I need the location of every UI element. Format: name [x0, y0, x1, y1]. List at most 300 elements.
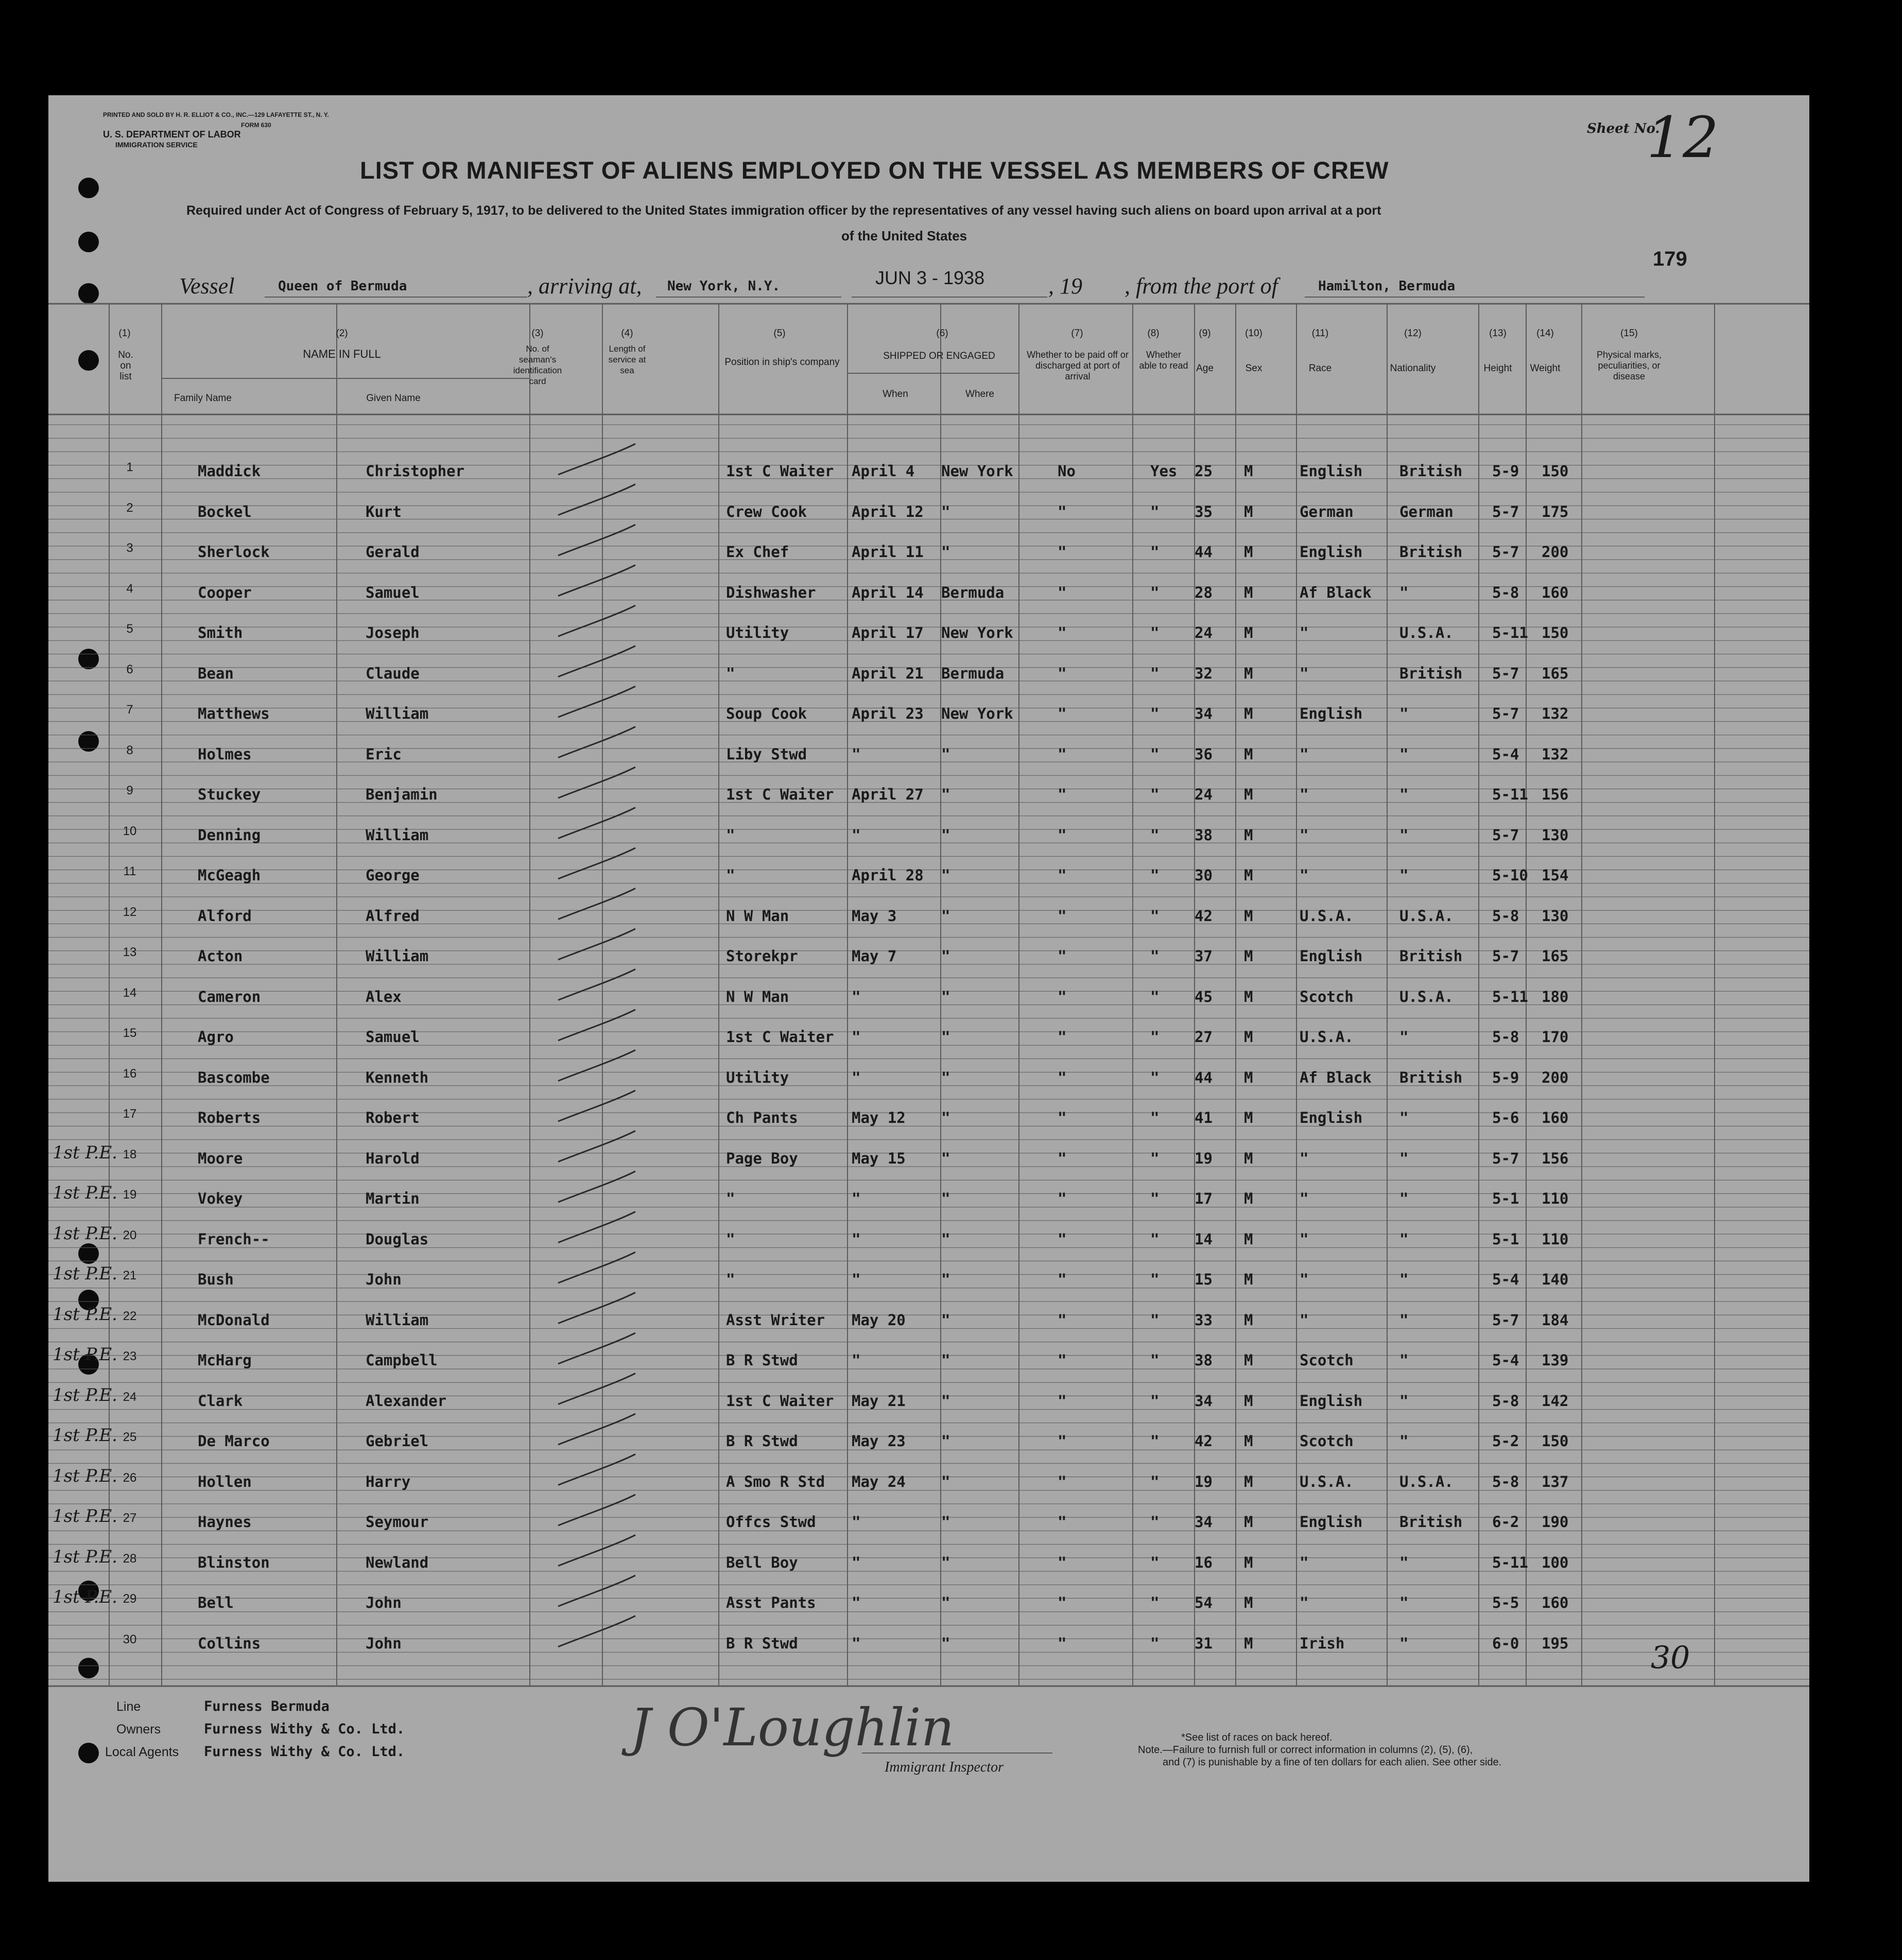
cell-where: " — [941, 1068, 950, 1086]
cell-when: " — [852, 1028, 861, 1046]
cell-where: " — [941, 1634, 950, 1652]
cell-age: 24 — [1195, 786, 1213, 803]
cell-family: Haynes — [198, 1513, 252, 1531]
cell-height: 6-2 — [1492, 1513, 1519, 1531]
col7-header: Whether to be paid off or discharged at port of arrival — [1027, 350, 1129, 381]
cell-family: Collins — [198, 1634, 261, 1652]
cell-read: " — [1150, 1028, 1160, 1046]
line-value: Furness Bermuda — [204, 1698, 330, 1714]
cell-nationality: " — [1399, 1311, 1409, 1329]
cell-height: 5-11 — [1492, 786, 1528, 803]
cell-family: Agro — [198, 1028, 234, 1046]
cell-family: Bush — [198, 1271, 234, 1288]
cell-family: Vokey — [198, 1190, 243, 1207]
cell-age: 32 — [1195, 664, 1213, 682]
cell-read: " — [1150, 705, 1160, 722]
inspector-signature: J O'Loughlin — [630, 1697, 955, 1758]
cell-nationality: " — [1399, 1553, 1409, 1571]
cell-position: B R Stwd — [726, 1634, 798, 1652]
cell-where: " — [941, 1149, 950, 1167]
cell-read: " — [1150, 502, 1160, 521]
cell-nationality: " — [1399, 745, 1409, 763]
cell-age: 54 — [1195, 1594, 1213, 1611]
cell-position: Offcs Stwd — [726, 1513, 816, 1531]
margin-annotation: 1st P.E. — [53, 1142, 117, 1163]
arriving-port: New York, N.Y. — [667, 279, 781, 294]
department-label: U. S. DEPARTMENT OF LABOR — [103, 129, 241, 140]
cell-when: May 23 — [852, 1432, 906, 1450]
cell-weight: 165 — [1542, 947, 1569, 965]
fine-note-1: Note.—Failure to furnish full or correct information in columns (2), (5), (6), — [1138, 1744, 1473, 1756]
row-number: 15 — [123, 1026, 137, 1040]
cell-where: " — [941, 1311, 950, 1329]
cell-when: May 24 — [852, 1472, 906, 1490]
cell-sex: M — [1244, 624, 1253, 641]
cell-age: 44 — [1195, 1068, 1213, 1086]
inspector-label: Immigrant Inspector — [885, 1759, 1004, 1775]
margin-annotation: 1st P.E. — [53, 1223, 117, 1244]
cell-nationality: " — [1399, 1351, 1409, 1369]
cell-given: Seymour — [366, 1513, 429, 1531]
cell-position: 1st C Waiter — [726, 1028, 834, 1046]
cell-position: 1st C Waiter — [726, 462, 834, 480]
cell-read: " — [1150, 1392, 1160, 1410]
row-number: 5 — [126, 622, 133, 636]
cell-position: 1st C Waiter — [726, 786, 834, 803]
cell-race: English — [1300, 1109, 1363, 1126]
cell-nationality: British — [1399, 1513, 1463, 1531]
cell-position: Ex Chef — [726, 543, 789, 561]
cell-height: 5-8 — [1492, 1028, 1519, 1046]
cell-paid: " — [1058, 705, 1067, 722]
cell-height: 6-0 — [1492, 1634, 1519, 1652]
cell-weight: 150 — [1542, 1432, 1569, 1450]
cell-family: Alford — [198, 907, 252, 925]
cell-family: De Marco — [198, 1432, 270, 1450]
cell-when: April 12 — [852, 502, 924, 521]
arrival-date-stamp: JUN 3 - 1938 — [875, 267, 985, 288]
cell-sex: M — [1244, 1149, 1253, 1167]
cell-position: Storekpr — [726, 947, 798, 965]
cell-height: 5-7 — [1492, 664, 1519, 682]
check-mark — [558, 1495, 635, 1525]
cell-given: Gerald — [366, 543, 420, 561]
year-label: , 19 — [1048, 273, 1082, 299]
cell-sex: M — [1244, 543, 1253, 561]
cell-where: " — [941, 1594, 950, 1611]
cell-race: " — [1300, 1553, 1309, 1571]
cell-height: 5-1 — [1492, 1230, 1519, 1248]
cell-nationality: " — [1399, 866, 1409, 884]
row-number: 20 — [123, 1228, 137, 1242]
cell-nationality: " — [1399, 826, 1409, 844]
cell-sex: M — [1244, 1432, 1253, 1450]
cell-when: April 23 — [852, 705, 924, 722]
col5-number: (5) — [773, 328, 786, 339]
cell-given: Kenneth — [366, 1068, 429, 1086]
cell-when: May 12 — [852, 1109, 906, 1126]
col9-header: Age — [1196, 363, 1214, 374]
cell-when: April 28 — [852, 866, 924, 884]
row-number: 8 — [126, 743, 133, 757]
cell-family: Sherlock — [198, 543, 270, 561]
cell-read: " — [1150, 583, 1160, 601]
cell-where: Bermuda — [941, 664, 1005, 682]
service-label: IMMIGRATION SERVICE — [115, 141, 198, 149]
cell-position: Utility — [726, 624, 789, 641]
cell-paid: " — [1058, 745, 1067, 763]
cell-nationality: " — [1399, 1392, 1409, 1410]
cell-weight: 156 — [1542, 786, 1569, 803]
cell-position: Page Boy — [726, 1149, 798, 1167]
row-number: 14 — [123, 985, 137, 1000]
cell-race: " — [1300, 1190, 1309, 1207]
row-number: 18 — [123, 1147, 137, 1161]
cell-given: William — [366, 705, 429, 722]
cell-where: " — [941, 1190, 950, 1207]
cell-height: 5-1 — [1492, 1190, 1519, 1207]
check-mark — [558, 1293, 635, 1324]
margin-annotation: 1st P.E. — [53, 1263, 117, 1284]
row-number: 21 — [123, 1269, 137, 1282]
cell-sex: M — [1244, 947, 1253, 965]
row-number: 29 — [123, 1592, 137, 1606]
col14-number: (14) — [1536, 328, 1554, 339]
cell-sex: M — [1244, 1472, 1253, 1490]
cell-height: 5-5 — [1492, 1594, 1519, 1611]
cell-where: " — [941, 1553, 950, 1571]
cell-where: " — [941, 1109, 950, 1126]
cell-height: 5-7 — [1492, 826, 1519, 844]
cell-family: Clark — [198, 1392, 243, 1410]
cell-age: 42 — [1195, 907, 1213, 925]
cell-height: 5-7 — [1492, 543, 1519, 561]
cell-paid: " — [1058, 1634, 1067, 1652]
check-mark — [558, 1010, 635, 1040]
cell-weight: 100 — [1542, 1553, 1569, 1571]
cell-read: " — [1150, 1230, 1160, 1248]
cell-height: 5-7 — [1492, 705, 1519, 722]
cell-given: William — [366, 1311, 429, 1329]
cell-weight: 165 — [1542, 664, 1569, 682]
cell-position: 1st C Waiter — [726, 1392, 834, 1410]
cell-given: Harry — [366, 1472, 411, 1490]
cell-nationality: British — [1399, 1068, 1463, 1086]
row-number: 4 — [126, 581, 133, 596]
cell-when: " — [852, 1230, 861, 1248]
cell-nationality: " — [1399, 705, 1409, 722]
cell-sex: M — [1244, 1230, 1253, 1248]
cell-family: Bean — [198, 664, 234, 682]
cell-nationality: British — [1399, 543, 1463, 561]
row-number: 25 — [123, 1430, 137, 1444]
cell-sex: M — [1244, 866, 1253, 884]
cell-age: 19 — [1195, 1472, 1213, 1490]
cell-when: " — [852, 826, 861, 844]
cell-where: " — [941, 745, 950, 763]
form-number: FORM 630 — [241, 122, 271, 129]
cell-paid: " — [1058, 1311, 1067, 1329]
cell-given: Harold — [366, 1149, 420, 1167]
col15-header: Physical marks, peculiarities, or disease — [1596, 350, 1662, 381]
cell-sex: M — [1244, 1190, 1253, 1207]
cell-sex: M — [1244, 1028, 1253, 1046]
check-mark — [558, 525, 635, 556]
cell-given: William — [366, 947, 429, 965]
cell-weight: 195 — [1542, 1634, 1569, 1652]
check-mark — [558, 767, 635, 798]
cell-weight: 170 — [1542, 1028, 1569, 1046]
cell-family: McGeagh — [198, 866, 261, 884]
cell-when: " — [852, 1271, 861, 1288]
margin-annotation: 1st P.E. — [53, 1425, 117, 1446]
check-mark — [558, 686, 635, 717]
col2b-header: Given Name — [366, 393, 421, 404]
cell-age: 36 — [1195, 745, 1213, 763]
cell-read: " — [1150, 1351, 1160, 1369]
cell-paid: " — [1058, 664, 1067, 682]
cell-nationality: British — [1399, 664, 1463, 682]
col13-header: Height — [1483, 363, 1512, 374]
check-mark — [558, 1374, 635, 1404]
cell-race: " — [1300, 1230, 1309, 1248]
owners-label: Owners — [116, 1722, 161, 1737]
row-number: 13 — [123, 945, 137, 959]
cell-given: John — [366, 1634, 402, 1652]
cell-sex: M — [1244, 1513, 1253, 1531]
cell-weight: 130 — [1542, 826, 1569, 844]
cell-age: 27 — [1195, 1028, 1213, 1046]
cell-when: May 20 — [852, 1311, 906, 1329]
cell-paid: " — [1058, 1351, 1067, 1369]
cell-weight: 110 — [1542, 1190, 1569, 1207]
cell-paid: " — [1058, 987, 1067, 1005]
cell-height: 5-6 — [1492, 1109, 1519, 1126]
cell-when: May 21 — [852, 1392, 906, 1410]
cell-age: 35 — [1195, 502, 1213, 521]
margin-annotation: 1st P.E. — [53, 1506, 117, 1527]
check-mark — [558, 1131, 635, 1162]
cell-read: " — [1150, 664, 1160, 682]
cell-sex: M — [1244, 1109, 1253, 1126]
cell-height: 5-4 — [1492, 1271, 1519, 1288]
check-mark — [558, 646, 635, 677]
cell-nationality: " — [1399, 1271, 1409, 1288]
cell-where: New York — [941, 624, 1013, 641]
cell-read: " — [1150, 1553, 1160, 1571]
cell-race: " — [1300, 1594, 1309, 1611]
cell-where: " — [941, 1028, 950, 1046]
cell-family: Cooper — [198, 583, 252, 601]
cell-read: " — [1150, 1190, 1160, 1207]
col7-number: (7) — [1071, 328, 1083, 339]
cell-age: 44 — [1195, 543, 1213, 561]
fine-note-2: and (7) is punishable by a fine of ten dollars for each alien. See other side. — [1163, 1757, 1502, 1768]
cell-read: " — [1150, 1432, 1160, 1450]
check-mark — [558, 1333, 635, 1364]
cell-when: April 11 — [852, 543, 924, 561]
cell-where: " — [941, 1351, 950, 1369]
cell-weight: 139 — [1542, 1351, 1569, 1369]
cell-paid: " — [1058, 1190, 1067, 1207]
col6b-header: Where — [965, 389, 994, 400]
cell-race: " — [1300, 826, 1309, 844]
cell-weight: 150 — [1542, 624, 1569, 641]
cell-position: A Smo R Std — [726, 1472, 825, 1490]
cell-nationality: " — [1399, 1149, 1409, 1167]
cell-where: " — [941, 1230, 950, 1248]
cell-position: B R Stwd — [726, 1432, 798, 1450]
cell-age: 38 — [1195, 1351, 1213, 1369]
cell-given: Christopher — [366, 462, 465, 480]
row-number: 30 — [123, 1632, 137, 1646]
row-number: 27 — [123, 1511, 137, 1525]
cell-position: Crew Cook — [726, 502, 807, 521]
cell-weight: 156 — [1542, 1149, 1569, 1167]
cell-weight: 180 — [1542, 987, 1569, 1005]
cell-when: April 14 — [852, 583, 924, 601]
cell-age: 24 — [1195, 624, 1213, 641]
cell-read: " — [1150, 987, 1160, 1005]
check-mark — [558, 1050, 635, 1081]
cell-read: " — [1150, 1472, 1160, 1490]
cell-weight: 175 — [1542, 502, 1569, 521]
cell-sex: M — [1244, 907, 1253, 925]
cell-position: Dishwasher — [726, 583, 816, 601]
page-number: 179 — [1653, 248, 1687, 270]
cell-race: Scotch — [1300, 1432, 1354, 1450]
row-number: 26 — [123, 1470, 137, 1485]
cell-height: 5-7 — [1492, 947, 1519, 965]
check-mark — [558, 848, 635, 879]
cell-height: 5-2 — [1492, 1432, 1519, 1450]
cell-position: Liby Stwd — [726, 745, 807, 763]
cell-weight: 137 — [1542, 1472, 1569, 1490]
cell-given: Samuel — [366, 1028, 420, 1046]
col2-header: NAME IN FULL — [303, 348, 381, 360]
col12-number: (12) — [1404, 328, 1422, 339]
cell-family: Moore — [198, 1149, 243, 1167]
cell-paid: " — [1058, 866, 1067, 884]
cell-given: George — [366, 866, 420, 884]
cell-age: 41 — [1195, 1109, 1213, 1126]
cell-where: Bermuda — [941, 583, 1005, 601]
cell-height: 5-8 — [1492, 1392, 1519, 1410]
cell-weight: 132 — [1542, 705, 1569, 722]
cell-age: 30 — [1195, 866, 1213, 884]
cell-family: French-- — [198, 1230, 270, 1248]
cell-weight: 140 — [1542, 1271, 1569, 1288]
cell-age: 42 — [1195, 1432, 1213, 1450]
check-mark — [558, 727, 635, 758]
cell-age: 19 — [1195, 1149, 1213, 1167]
cell-read: " — [1150, 1634, 1160, 1652]
cell-height: 5-10 — [1492, 866, 1528, 884]
row-number: 11 — [123, 864, 136, 878]
check-mark — [558, 484, 635, 515]
cell-nationality: " — [1399, 1594, 1409, 1611]
col1-header: No. on list — [118, 350, 133, 382]
cell-weight: 154 — [1542, 866, 1569, 884]
row-number: 12 — [123, 905, 137, 919]
check-mark — [558, 808, 635, 839]
cell-sex: M — [1244, 1068, 1253, 1086]
cell-paid: " — [1058, 1594, 1067, 1611]
cell-where: " — [941, 1472, 950, 1490]
cell-when: " — [852, 1513, 861, 1531]
col10-number: (10) — [1245, 328, 1263, 339]
manifest-sheet — [48, 95, 1809, 1882]
cell-family: Bascombe — [198, 1068, 270, 1086]
row-number: 6 — [126, 662, 133, 677]
cell-race: English — [1300, 1392, 1363, 1410]
cell-given: Alfred — [366, 907, 420, 925]
row-number: 16 — [123, 1066, 137, 1081]
margin-annotation: 1st P.E. — [53, 1546, 117, 1567]
cell-race: Scotch — [1300, 987, 1354, 1005]
cell-family: Blinston — [198, 1553, 270, 1571]
agents-value: Furness Withy & Co. Ltd. — [204, 1744, 405, 1760]
row-number: 22 — [123, 1309, 137, 1323]
cell-race: Irish — [1300, 1634, 1345, 1652]
cell-read: " — [1150, 866, 1160, 884]
cell-sex: M — [1244, 786, 1253, 803]
col4-header: Length of service at sea — [608, 344, 646, 375]
cell-position: Soup Cook — [726, 705, 807, 722]
cell-family: Maddick — [198, 462, 261, 480]
cell-position: N W Man — [726, 907, 789, 925]
cell-race: German — [1300, 502, 1354, 521]
cell-sex: M — [1244, 1311, 1253, 1329]
cell-read: " — [1150, 624, 1160, 641]
cell-given: William — [366, 826, 429, 844]
cell-age: 28 — [1195, 583, 1213, 601]
agents-label: Local Agents — [105, 1745, 179, 1759]
check-mark — [558, 969, 635, 1000]
margin-annotation: 1st P.E. — [53, 1587, 117, 1607]
cell-race: English — [1300, 543, 1363, 561]
col4-number: (4) — [621, 328, 633, 339]
cell-nationality: German — [1399, 502, 1454, 521]
cell-read: " — [1150, 826, 1160, 844]
row-number: 10 — [123, 824, 137, 838]
check-mark — [558, 1090, 635, 1121]
row-number: 3 — [126, 541, 133, 555]
col14-header: Weight — [1530, 363, 1561, 374]
cell-when: " — [852, 1553, 861, 1571]
cell-age: 34 — [1195, 705, 1213, 722]
cell-race: English — [1300, 705, 1363, 722]
margin-annotation: 1st P.E. — [53, 1304, 117, 1325]
cell-height: 5-8 — [1492, 907, 1519, 925]
row-number: 24 — [123, 1390, 137, 1404]
cell-given: Samuel — [366, 583, 420, 601]
cell-read: " — [1150, 543, 1160, 561]
cell-family: McDonald — [198, 1311, 270, 1329]
cell-age: 31 — [1195, 1634, 1213, 1652]
col2a-header: Family Name — [174, 393, 232, 404]
check-mark — [558, 1212, 635, 1243]
cell-position: Asst Pants — [726, 1594, 816, 1611]
cell-given: Eric — [366, 745, 402, 763]
cell-age: 17 — [1195, 1190, 1213, 1207]
cell-where: " — [941, 1432, 950, 1450]
cell-paid: " — [1058, 1068, 1067, 1086]
cell-paid: No — [1058, 462, 1076, 480]
check-mark — [558, 1575, 635, 1606]
cell-height: 5-9 — [1492, 462, 1519, 480]
cell-paid: " — [1058, 1230, 1067, 1248]
